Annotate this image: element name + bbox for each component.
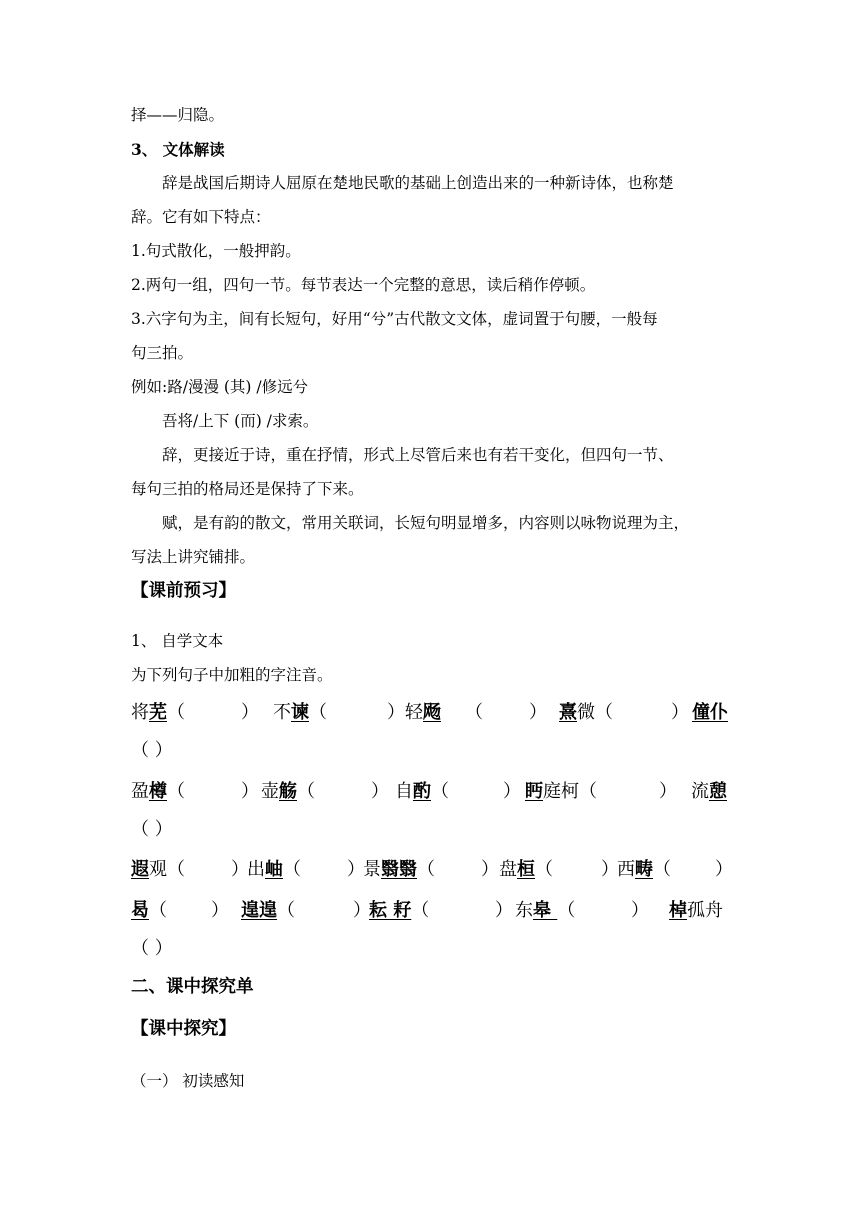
text-line: 2.两句一组，四句一节。每节表达一个完整的意思，读后稍作停顿。 — [131, 276, 596, 294]
text-line: 择——归隐。 — [131, 106, 225, 124]
vocab-item: 将芜（ — [131, 702, 185, 723]
vocab-item: 西畴（ — [617, 859, 671, 880]
vocab-item: 耘 耔（ — [369, 900, 430, 921]
text-line: 赋，是有韵的散文，常用关联词，长短句明显增多，内容则以咏物说理为主， — [162, 514, 690, 532]
vocab-item: 流憩 — [691, 781, 727, 802]
answer-blank: （ ） — [131, 819, 173, 840]
vocab-item: 曷（ — [131, 900, 167, 921]
vocab-row: 将芜（ ） 不谏（ ） 轻飏 （ ） 熹微（ ） 僮仆 — [131, 700, 730, 726]
subsection-title: （一） 初读感知 — [131, 1072, 245, 1090]
text-line: 写法上讲究铺排。 — [131, 548, 256, 566]
text-line: 辞。它有如下特点： — [131, 208, 271, 226]
vocab-item: 东皋 （ — [515, 900, 576, 921]
vocab-item: 景翳翳（ — [363, 859, 435, 880]
text-line: 3.六字句为主，间有长短句，好用“兮”古代散文文体，虚词置于句腰，一般每 — [131, 310, 658, 328]
vocab-row: 遐观（ ） 出岫（ ） 景翳翳（ ） 盘桓（ ） 西畴（ ） — [131, 857, 730, 883]
example-line: 例如:路/漫漫 (其) /修远兮 — [131, 378, 309, 396]
vocab-item: 壶觞（ — [261, 781, 315, 802]
section-title: 二、课中探究单 — [131, 977, 254, 997]
vocab-row: 盈樽（ ） 壶觞（ ） 自酌（ ） 眄庭柯（ ） 流憩 — [131, 779, 730, 805]
vocab-item: 熹微（ — [559, 702, 613, 723]
instruction-line: 为下列句子中加粗的字注音。 — [131, 666, 333, 684]
section-heading: 3、 文体解读 — [131, 140, 225, 159]
vocab-row: 曷（ ） 遑遑（ ） 耘 耔（ ） 东皋 （ ） 棹孤舟 — [131, 898, 730, 924]
vocab-item: 盘桓（ — [499, 859, 553, 880]
text-line: 1.句式散化，一般押韵。 — [131, 242, 301, 260]
vocab-item: 不谏（ — [273, 702, 327, 723]
answer-blank: （ ） — [131, 740, 173, 761]
vocab-item: 眄庭柯（ — [525, 781, 597, 802]
vocab-item: 遐观（ — [131, 859, 185, 880]
section-title: 【课中探究】 — [131, 1019, 236, 1039]
text-line: 句三拍。 — [131, 344, 194, 362]
vocab-item: 轻飏 — [405, 702, 441, 723]
vocab-item: 棹孤舟 — [669, 900, 723, 921]
section-title: 【课前预习】 — [131, 581, 236, 601]
vocab-item: 遑遑（ — [241, 900, 295, 921]
text-line: 辞，更接近于诗，重在抒情，形式上尽管后来也有若干变化，但四句一节、 — [162, 446, 674, 464]
text-line: 每句三拍的格局还是保持了下来。 — [131, 480, 364, 498]
vocab-item: 自酌（ — [395, 781, 449, 802]
example-line: 吾将/上下 (而) /求索。 — [162, 412, 319, 430]
vocab-item: 出岫（ — [247, 859, 301, 880]
answer-blank: （ ） — [131, 938, 173, 959]
vocab-item: 盈樽（ — [131, 781, 185, 802]
text-line: 辞是战国后期诗人屈原在楚地民歌的基础上创造出来的一种新诗体，也称楚 — [162, 174, 674, 192]
vocab-item: 僮仆 — [692, 702, 728, 723]
text-line: 1、 自学文本 — [131, 632, 224, 650]
